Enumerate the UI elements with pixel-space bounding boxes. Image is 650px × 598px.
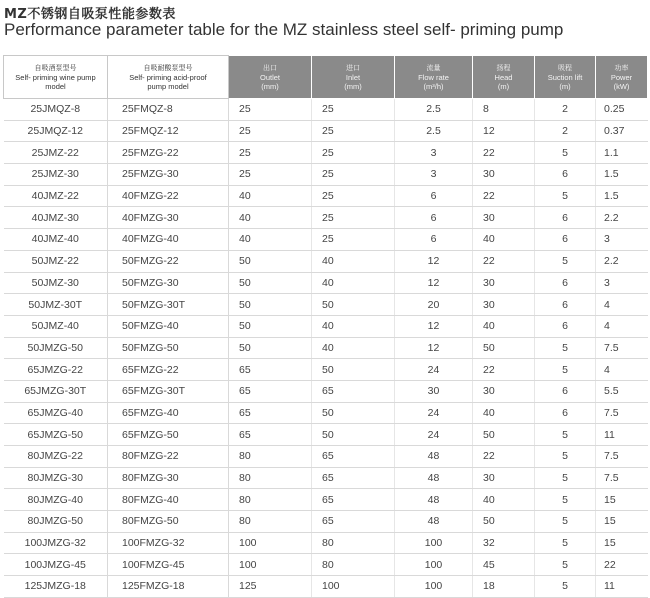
- cell-wine-pump-model: 50JMZ-30: [4, 272, 108, 294]
- cell-power: 22: [596, 554, 648, 576]
- header-power-cn: 功率: [614, 63, 629, 72]
- table-title-english: Performance parameter table for the MZ stainless steel self- priming pump: [4, 20, 564, 39]
- table-row: [4, 576, 648, 598]
- cell-wine-pump-model: 50JMZ-40: [4, 315, 108, 337]
- cell-inlet: 25: [312, 229, 395, 251]
- header-wine-pump-model: [4, 56, 108, 99]
- cell-acid-proof-pump-model: 50FMZG-50: [108, 337, 229, 359]
- table-row: [4, 424, 648, 446]
- cell-suction-lift: 5: [535, 532, 596, 554]
- cell-wine-pump-model: 65JMZG-50: [4, 424, 108, 446]
- cell-inlet: 80: [312, 554, 395, 576]
- table-row: [4, 402, 648, 424]
- cell-flow-rate: 100: [395, 532, 473, 554]
- header-power: [596, 56, 648, 99]
- cell-wine-pump-model: 50JMZ-22: [4, 250, 108, 272]
- cell-power: 15: [596, 489, 648, 511]
- cell-suction-lift: 6: [535, 380, 596, 402]
- cell-wine-pump-model: 25JMQZ-12: [4, 120, 108, 142]
- cell-wine-pump-model: 25JMQZ-8: [4, 99, 108, 121]
- cell-acid-proof-pump-model: 65FMZG-50: [108, 424, 229, 446]
- header-outlet-cn: 出口: [263, 63, 277, 72]
- cell-outlet: 65: [229, 380, 312, 402]
- header-wine-pump-model-en: Self- priming wine pump: [15, 72, 96, 82]
- cell-suction-lift: 5: [535, 142, 596, 164]
- header-flow-rate: [395, 56, 473, 99]
- cell-inlet: 40: [312, 272, 395, 294]
- cell-outlet: 40: [229, 229, 312, 251]
- cell-flow-rate: 12: [395, 272, 473, 294]
- cell-suction-lift: 5: [535, 185, 596, 207]
- cell-power: 1.5: [596, 164, 648, 186]
- cell-acid-proof-pump-model: 40FMZG-30: [108, 207, 229, 229]
- table-row: [4, 380, 648, 402]
- cell-outlet: 100: [229, 532, 312, 554]
- header-suction-lift-cn: 吸程: [558, 63, 572, 72]
- cell-head: 22: [473, 185, 535, 207]
- table-row: [4, 359, 648, 381]
- cell-acid-proof-pump-model: 65FMZG-22: [108, 359, 229, 381]
- cell-inlet: 50: [312, 294, 395, 316]
- cell-head: 22: [473, 142, 535, 164]
- cell-flow-rate: 6: [395, 207, 473, 229]
- cell-wine-pump-model: 40JMZ-40: [4, 229, 108, 251]
- cell-wine-pump-model: 80JMZG-50: [4, 511, 108, 533]
- cell-acid-proof-pump-model: 80FMZG-22: [108, 446, 229, 468]
- cell-flow-rate: 100: [395, 554, 473, 576]
- cell-power: 1.1: [596, 142, 648, 164]
- cell-suction-lift: 6: [535, 229, 596, 251]
- header-acid-proof-pump-model: [108, 56, 229, 99]
- cell-flow-rate: 2.5: [395, 120, 473, 142]
- cell-inlet: 50: [312, 402, 395, 424]
- header-suction-lift-unit: (m): [559, 81, 571, 91]
- cell-outlet: 25: [229, 120, 312, 142]
- cell-power: 11: [596, 576, 648, 598]
- header-inlet: [312, 56, 395, 99]
- cell-outlet: 80: [229, 467, 312, 489]
- table-row: [4, 272, 648, 294]
- cell-acid-proof-pump-model: 80FMZG-50: [108, 511, 229, 533]
- table-row: [4, 142, 648, 164]
- cell-suction-lift: 6: [535, 207, 596, 229]
- cell-suction-lift: 5: [535, 554, 596, 576]
- cell-wine-pump-model: 80JMZG-22: [4, 446, 108, 468]
- cell-acid-proof-pump-model: 80FMZG-40: [108, 489, 229, 511]
- cell-wine-pump-model: 50JMZG-50: [4, 337, 108, 359]
- cell-acid-proof-pump-model: 25FMZG-30: [108, 164, 229, 186]
- cell-acid-proof-pump-model: 125FMZG-18: [108, 576, 229, 598]
- cell-flow-rate: 100: [395, 576, 473, 598]
- cell-head: 40: [473, 315, 535, 337]
- cell-head: 30: [473, 467, 535, 489]
- cell-outlet: 25: [229, 99, 312, 121]
- cell-wine-pump-model: 40JMZ-22: [4, 185, 108, 207]
- cell-suction-lift: 2: [535, 120, 596, 142]
- cell-head: 30: [473, 380, 535, 402]
- cell-inlet: 25: [312, 99, 395, 121]
- cell-power: 0.25: [596, 99, 648, 121]
- cell-inlet: 25: [312, 207, 395, 229]
- cell-power: 1.5: [596, 185, 648, 207]
- cell-inlet: 100: [312, 576, 395, 598]
- cell-flow-rate: 48: [395, 467, 473, 489]
- cell-flow-rate: 6: [395, 229, 473, 251]
- header-acid-proof-pump-model-cn: 自吸耐酸泵型号: [143, 63, 193, 72]
- cell-suction-lift: 5: [535, 489, 596, 511]
- cell-power: 2.2: [596, 250, 648, 272]
- table-row: [4, 185, 648, 207]
- cell-flow-rate: 48: [395, 489, 473, 511]
- cell-head: 8: [473, 99, 535, 121]
- cell-outlet: 25: [229, 142, 312, 164]
- cell-inlet: 25: [312, 120, 395, 142]
- table-row: [4, 532, 648, 554]
- cell-flow-rate: 48: [395, 446, 473, 468]
- cell-head: 40: [473, 229, 535, 251]
- cell-suction-lift: 5: [535, 359, 596, 381]
- header-power-unit: (kW): [613, 81, 630, 91]
- table-header-row: [4, 56, 648, 99]
- cell-head: 30: [473, 294, 535, 316]
- header-inlet-cn: 进口: [346, 63, 360, 72]
- table-row: [4, 229, 648, 251]
- cell-acid-proof-pump-model: 50FMZG-30: [108, 272, 229, 294]
- cell-power: 15: [596, 511, 648, 533]
- cell-wine-pump-model: 50JMZ-30T: [4, 294, 108, 316]
- cell-power: 4: [596, 359, 648, 381]
- table-row: [4, 446, 648, 468]
- cell-suction-lift: 6: [535, 294, 596, 316]
- cell-power: 3: [596, 272, 648, 294]
- cell-suction-lift: 6: [535, 164, 596, 186]
- header-flow-rate-en: Flow rate: [418, 72, 449, 82]
- cell-outlet: 50: [229, 315, 312, 337]
- cell-acid-proof-pump-model: 25FMQZ-12: [108, 120, 229, 142]
- cell-suction-lift: 5: [535, 576, 596, 598]
- cell-outlet: 25: [229, 164, 312, 186]
- performance-table: [3, 55, 648, 598]
- cell-suction-lift: 2: [535, 99, 596, 121]
- cell-outlet: 80: [229, 489, 312, 511]
- cell-wine-pump-model: 100JMZG-45: [4, 554, 108, 576]
- header-acid-proof-pump-model-unit: pump model: [147, 81, 189, 91]
- cell-flow-rate: 12: [395, 315, 473, 337]
- cell-wine-pump-model: 125JMZG-18: [4, 576, 108, 598]
- header-outlet-unit: (mm): [261, 81, 279, 91]
- cell-wine-pump-model: 65JMZG-40: [4, 402, 108, 424]
- table-row: [4, 120, 648, 142]
- cell-suction-lift: 6: [535, 272, 596, 294]
- cell-suction-lift: 5: [535, 250, 596, 272]
- cell-head: 40: [473, 489, 535, 511]
- cell-head: 30: [473, 164, 535, 186]
- cell-flow-rate: 20: [395, 294, 473, 316]
- cell-suction-lift: 5: [535, 511, 596, 533]
- cell-wine-pump-model: 25JMZ-22: [4, 142, 108, 164]
- cell-flow-rate: 6: [395, 185, 473, 207]
- cell-acid-proof-pump-model: 40FMZG-22: [108, 185, 229, 207]
- cell-suction-lift: 5: [535, 337, 596, 359]
- cell-head: 50: [473, 511, 535, 533]
- cell-inlet: 65: [312, 511, 395, 533]
- cell-acid-proof-pump-model: 50FMZG-22: [108, 250, 229, 272]
- cell-flow-rate: 12: [395, 337, 473, 359]
- cell-wine-pump-model: 80JMZG-40: [4, 489, 108, 511]
- header-acid-proof-pump-model-en: Self- priming acid-proof: [129, 72, 207, 82]
- table-row: [4, 315, 648, 337]
- cell-outlet: 65: [229, 359, 312, 381]
- cell-inlet: 25: [312, 164, 395, 186]
- cell-head: 32: [473, 532, 535, 554]
- cell-inlet: 40: [312, 250, 395, 272]
- header-flow-rate-unit: (m³/h): [423, 81, 444, 91]
- cell-head: 22: [473, 359, 535, 381]
- cell-flow-rate: 48: [395, 511, 473, 533]
- cell-power: 7.5: [596, 337, 648, 359]
- cell-acid-proof-pump-model: 25FMZG-22: [108, 142, 229, 164]
- cell-head: 30: [473, 207, 535, 229]
- cell-wine-pump-model: 65JMZG-30T: [4, 380, 108, 402]
- cell-inlet: 65: [312, 489, 395, 511]
- cell-outlet: 80: [229, 511, 312, 533]
- cell-head: 40: [473, 402, 535, 424]
- cell-head: 45: [473, 554, 535, 576]
- cell-acid-proof-pump-model: 100FMZG-45: [108, 554, 229, 576]
- cell-acid-proof-pump-model: 50FMZG-30T: [108, 294, 229, 316]
- cell-head: 50: [473, 337, 535, 359]
- cell-inlet: 80: [312, 532, 395, 554]
- cell-wine-pump-model: 100JMZG-32: [4, 532, 108, 554]
- table-title-chinese: MZ不锈钢自吸泵性能参数表: [4, 7, 176, 22]
- cell-acid-proof-pump-model: 50FMZG-40: [108, 315, 229, 337]
- header-outlet-en: Outlet: [259, 72, 280, 82]
- header-outlet: [229, 56, 312, 99]
- header-head-cn: 扬程: [496, 63, 511, 72]
- cell-flow-rate: 12: [395, 250, 473, 272]
- header-flow-rate-cn: 流量: [426, 63, 441, 72]
- cell-suction-lift: 5: [535, 467, 596, 489]
- cell-flow-rate: 24: [395, 402, 473, 424]
- cell-inlet: 50: [312, 424, 395, 446]
- cell-outlet: 125: [229, 576, 312, 598]
- cell-suction-lift: 5: [535, 424, 596, 446]
- cell-inlet: 40: [312, 315, 395, 337]
- cell-outlet: 50: [229, 250, 312, 272]
- header-inlet-en: Inlet: [345, 72, 361, 82]
- header-head-en: Head: [494, 72, 513, 82]
- table-row: [4, 294, 648, 316]
- cell-flow-rate: 30: [395, 380, 473, 402]
- cell-acid-proof-pump-model: 100FMZG-32: [108, 532, 229, 554]
- cell-outlet: 65: [229, 424, 312, 446]
- cell-flow-rate: 24: [395, 424, 473, 446]
- header-inlet-unit: (mm): [344, 81, 362, 91]
- header-suction-lift-en: Suction lift: [547, 72, 583, 82]
- header-power-en: Power: [610, 72, 633, 82]
- table-row: [4, 164, 648, 186]
- cell-power: 5.5: [596, 380, 648, 402]
- cell-power: 7.5: [596, 446, 648, 468]
- cell-flow-rate: 24: [395, 359, 473, 381]
- cell-acid-proof-pump-model: 80FMZG-30: [108, 467, 229, 489]
- cell-power: 11: [596, 424, 648, 446]
- cell-outlet: 50: [229, 294, 312, 316]
- cell-inlet: 65: [312, 380, 395, 402]
- cell-outlet: 80: [229, 446, 312, 468]
- cell-inlet: 65: [312, 467, 395, 489]
- cell-wine-pump-model: 80JMZG-30: [4, 467, 108, 489]
- header-suction-lift: [535, 56, 596, 99]
- cell-outlet: 65: [229, 402, 312, 424]
- cell-power: 2.2: [596, 207, 648, 229]
- cell-power: 15: [596, 532, 648, 554]
- cell-power: 0.37: [596, 120, 648, 142]
- table-row: [4, 467, 648, 489]
- cell-acid-proof-pump-model: 65FMZG-40: [108, 402, 229, 424]
- cell-power: 4: [596, 315, 648, 337]
- cell-outlet: 40: [229, 185, 312, 207]
- cell-head: 22: [473, 250, 535, 272]
- cell-inlet: 40: [312, 337, 395, 359]
- cell-flow-rate: 3: [395, 164, 473, 186]
- cell-head: 12: [473, 120, 535, 142]
- header-wine-pump-model-cn: 自吸酒泵型号: [34, 63, 77, 72]
- header-head: [473, 56, 535, 99]
- cell-inlet: 65: [312, 446, 395, 468]
- cell-suction-lift: 6: [535, 402, 596, 424]
- cell-inlet: 25: [312, 142, 395, 164]
- cell-power: 4: [596, 294, 648, 316]
- cell-head: 22: [473, 446, 535, 468]
- cell-outlet: 50: [229, 272, 312, 294]
- cell-flow-rate: 2.5: [395, 99, 473, 121]
- cell-outlet: 40: [229, 207, 312, 229]
- cell-flow-rate: 3: [395, 142, 473, 164]
- cell-power: 3: [596, 229, 648, 251]
- table-row: [4, 99, 648, 121]
- header-head-unit: (m): [497, 81, 510, 91]
- cell-wine-pump-model: 25JMZ-30: [4, 164, 108, 186]
- cell-suction-lift: 5: [535, 446, 596, 468]
- cell-outlet: 50: [229, 337, 312, 359]
- cell-inlet: 25: [312, 185, 395, 207]
- cell-wine-pump-model: 65JMZG-22: [4, 359, 108, 381]
- table-row: [4, 207, 648, 229]
- cell-head: 18: [473, 576, 535, 598]
- table-row: [4, 337, 648, 359]
- cell-outlet: 100: [229, 554, 312, 576]
- table-row: [4, 489, 648, 511]
- table-row: [4, 250, 648, 272]
- cell-acid-proof-pump-model: 25FMQZ-8: [108, 99, 229, 121]
- cell-acid-proof-pump-model: 65FMZG-30T: [108, 380, 229, 402]
- cell-power: 7.5: [596, 467, 648, 489]
- cell-acid-proof-pump-model: 40FMZG-40: [108, 229, 229, 251]
- table-row: [4, 554, 648, 576]
- cell-head: 30: [473, 272, 535, 294]
- cell-inlet: 50: [312, 359, 395, 381]
- table-body: [4, 99, 648, 598]
- cell-suction-lift: 6: [535, 315, 596, 337]
- cell-head: 50: [473, 424, 535, 446]
- header-wine-pump-model-unit: model: [45, 81, 66, 91]
- cell-power: 7.5: [596, 402, 648, 424]
- table-row: [4, 511, 648, 533]
- cell-wine-pump-model: 40JMZ-30: [4, 207, 108, 229]
